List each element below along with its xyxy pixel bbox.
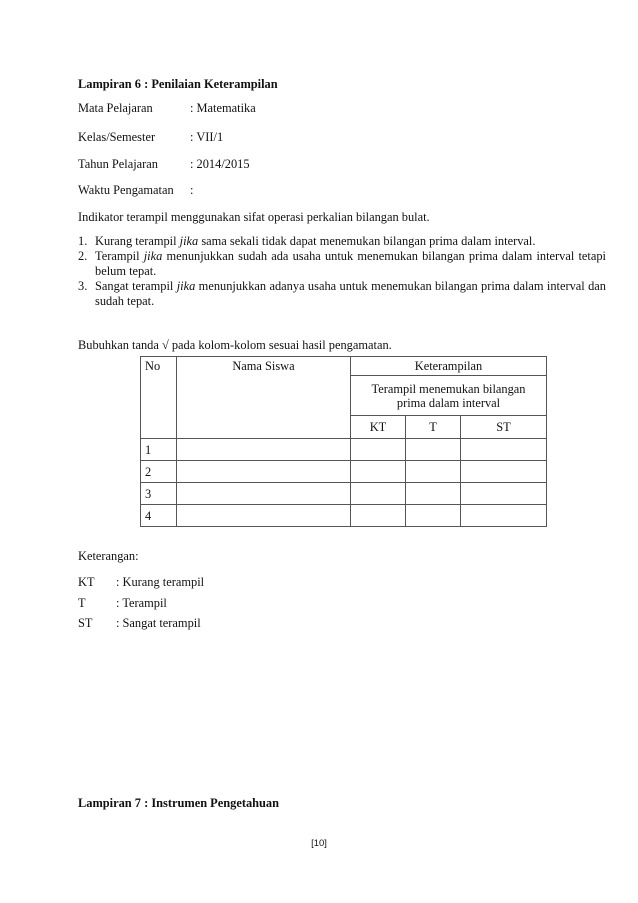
- header-student-name: Nama Siswa: [177, 357, 351, 439]
- info-label-class: Kelas/Semester: [78, 130, 156, 144]
- header-skill: Keterampilan: [351, 357, 547, 376]
- cell-t: [406, 461, 461, 483]
- criteria-item: [78, 279, 606, 309]
- cell-st: [461, 439, 547, 461]
- info-label-observation-time: Waktu Pengamatan: [78, 183, 174, 197]
- table-row: [141, 461, 547, 483]
- criteria-emphasis: jika: [143, 249, 163, 263]
- cell-student-name: [177, 461, 351, 483]
- info-label-year: Tahun Pelajaran: [78, 157, 158, 171]
- legend-value-kt: : Kurang terampil: [116, 575, 205, 589]
- criteria-number: 3.: [78, 279, 88, 293]
- cell-student-name: [177, 439, 351, 461]
- legend-value-st: : Sangat terampil: [116, 616, 201, 630]
- info-value-year: : 2014/2015: [190, 157, 250, 171]
- row-number: 3: [141, 483, 177, 505]
- legend-key-st: ST: [78, 616, 93, 630]
- criteria-emphasis: jika: [176, 279, 196, 293]
- cell-kt: [351, 483, 406, 505]
- cell-st: [461, 461, 547, 483]
- legend-title: Keterangan:: [78, 549, 139, 563]
- cell-t: [406, 483, 461, 505]
- criteria-text: Kurang terampil: [95, 234, 180, 248]
- info-value-subject: : Matematika: [190, 101, 256, 115]
- observation-table: [140, 356, 547, 527]
- info-value-observation-time: :: [190, 183, 194, 197]
- cell-t: [406, 505, 461, 527]
- info-value-class: : VII/1: [190, 130, 224, 144]
- instruction-text: Bubuhkan tanda √ pada kolom-kolom sesuai hasil pengamatan.: [78, 338, 392, 352]
- table-row: [141, 483, 547, 505]
- page-number: [10]: [311, 838, 327, 849]
- criteria-text: Terampil: [95, 249, 144, 263]
- criteria-number: 1.: [78, 234, 88, 248]
- criteria-text: menunjukkan adanya usaha untuk menemukan bilangan prima dalam interval dan sudah tepat.: [95, 279, 606, 308]
- criteria-item: [78, 234, 606, 249]
- row-number: 4: [141, 505, 177, 527]
- table-row: [141, 439, 547, 461]
- cell-st: [461, 505, 547, 527]
- cell-student-name: [177, 505, 351, 527]
- header-level-st: ST: [461, 416, 547, 439]
- cell-kt: [351, 505, 406, 527]
- table-row: [141, 505, 547, 527]
- indicator-text: Indikator terampil menggunakan sifat operasi perkalian bilangan bulat.: [78, 210, 430, 224]
- criteria-number: 2.: [78, 249, 88, 263]
- header-level-t: T: [406, 416, 461, 439]
- info-label-subject: Mata Pelajaran: [78, 101, 153, 115]
- criteria-text: sama sekali tidak dapat menemukan bilangan prima dalam interval.: [198, 234, 536, 248]
- criteria-text: menunjukkan sudah ada usaha untuk menemukan bilangan prima dalam interval tetapi belum tepat.: [95, 249, 606, 278]
- cell-student-name: [177, 483, 351, 505]
- row-number: 1: [141, 439, 177, 461]
- legend-value-t: : Terampil: [116, 596, 167, 610]
- legend-key-kt: KT: [78, 575, 95, 589]
- row-number: 2: [141, 461, 177, 483]
- cell-kt: [351, 439, 406, 461]
- section-6-title: Lampiran 6 : Penilaian Keterampilan: [78, 77, 278, 91]
- header-level-kt: KT: [351, 416, 406, 439]
- section-7-title: Lampiran 7 : Instrumen Pengetahuan: [78, 796, 280, 810]
- table-header-row: [141, 357, 547, 376]
- cell-st: [461, 483, 547, 505]
- cell-kt: [351, 461, 406, 483]
- header-skill-description: Terampil menemukan bilangan prima dalam interval: [351, 376, 547, 416]
- header-no: No: [141, 357, 177, 439]
- criteria-emphasis: jika: [179, 234, 199, 248]
- legend-key-t: T: [78, 596, 86, 610]
- cell-t: [406, 439, 461, 461]
- criteria-item: [78, 249, 606, 279]
- criteria-text: Sangat terampil: [95, 279, 177, 293]
